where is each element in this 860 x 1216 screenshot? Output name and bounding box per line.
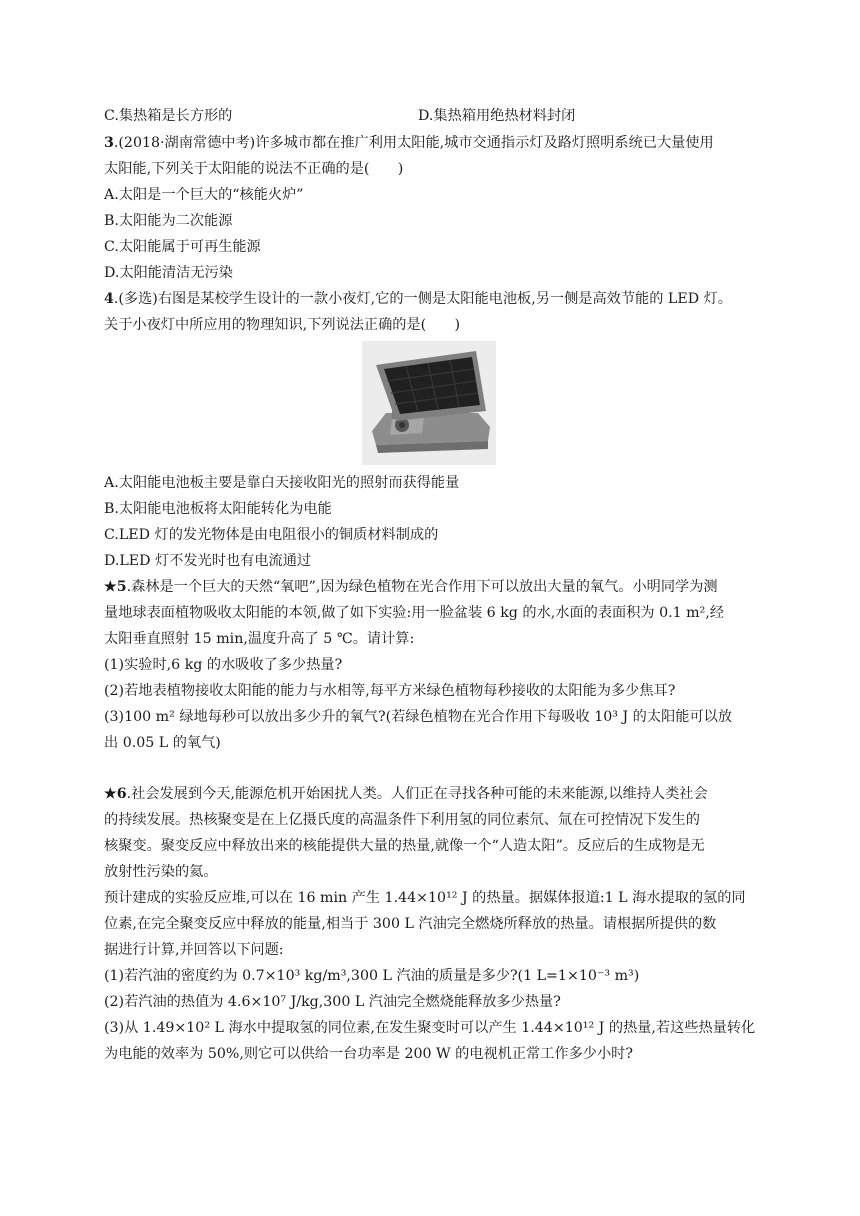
q5-sub-1: (1)实验时,6 kg 的水吸收了多少热量? [104, 657, 343, 673]
q5-number: ★5 [104, 579, 127, 595]
q6-stem-2: 的持续发展。热核聚变是在上亿摄氏度的高温条件下利用氢的同位素氘、氚在可控情况下发生的 [104, 812, 700, 828]
q5-stem-text: .森林是一个巨大的天然“氧吧”,因为绿色植物在光合作用下可以放出大量的氧气。小明同学为测 [126, 579, 718, 595]
q6-sub-2: (2)若汽油的热值为 4.6×10⁷ J/kg,300 L 汽油完全燃烧能释放多少热量? [104, 994, 561, 1010]
q6-sub-3b: 为电能的效率为 50%,则它可以供给一台功率是 200 W 的电视机正常工作多少小时? [104, 1046, 633, 1062]
q5-sub-3b: 出 0.05 L 的氧气) [104, 735, 221, 751]
q4-option-a: A.太阳能电池板主要是靠白天接收阳光的照射而获得能量 [104, 475, 460, 491]
q6-stem-text: .社会发展到今天,能源危机开始困扰人类。人们正在寻找各种可能的未来能源,以维持人类社会 [126, 786, 708, 802]
q2-option-c: C.集热箱是长方形的 [104, 108, 233, 124]
q3-stem-1 [104, 133, 714, 153]
q3-option-c: C.太阳能属于可再生能源 [104, 239, 261, 255]
q5-sub-3a: (3)100 m² 绿地每秒可以放出多少升的氧气?(若绿色植物在光合作用下每吸收 10³ J 的太阳能可以放 [104, 709, 733, 725]
q2-option-d: D.集热箱用绝热材料封闭 [418, 108, 576, 124]
q6-stem-7: 据进行计算,并回答以下问题: [104, 942, 284, 958]
q4-option-b: B.太阳能电池板将太阳能转化为电能 [104, 501, 332, 517]
q6-stem-4: 放射性污染的氦。 [104, 864, 218, 880]
q6-number: ★6 [104, 786, 127, 802]
q6-stem-5: 预计建成的实验反应堆,可以在 16 min 产生 1.44×10¹² J 的热量。据媒体报道:1 L 海水提取的氢的同 [104, 890, 746, 906]
q3-stem-text: .(2018·湖南常德中考)许多城市都在推广利用太阳能,城市交通指示灯及路灯照明系统已大量使用 [113, 135, 714, 151]
q6-sub-3a: (3)从 1.49×10² L 海水中提取氢的同位素,在发生聚变时可以产生 1.44×10¹² J 的热量,若这些热量转化 [104, 1020, 756, 1036]
q3-option-a: A.太阳是一个巨大的“核能火炉” [104, 187, 304, 203]
q3-stem-2: 太阳能,下列关于太阳能的说法不正确的是( ) [104, 161, 404, 177]
q4-option-d: D.LED 灯不发光时也有电流通过 [104, 553, 312, 569]
q6-stem-1 [104, 784, 708, 804]
q5-stem-2: 量地球表面植物吸收太阳能的本领,做了如下实验:用一脸盆装 6 kg 的水,水面的表面积为 0.1 m²,经 [104, 605, 725, 621]
q5-sub-2: (2)若地表植物接收太阳能的能力与水相等,每平方米绿色植物每秒接收的太阳能为多少焦耳? [104, 683, 676, 699]
q4-stem-text: .(多选)右图是某校学生设计的一款小夜灯,它的一侧是太阳能电池板,另一侧是高效节能的 LED 灯。 [113, 291, 732, 307]
q3-option-b: B.太阳能为二次能源 [104, 213, 233, 229]
q4-number: 4 [104, 291, 114, 307]
q4-option-c: C.LED 灯的发光物体是由电阻很小的铜质材料制成的 [104, 527, 439, 543]
q6-sub-1: (1)若汽油的密度约为 0.7×10³ kg/m³,300 L 汽油的质量是多少?(1 L=1×10⁻³ m³) [104, 968, 640, 984]
q2-options-cd [104, 106, 576, 126]
solar-night-lamp-photo [362, 341, 496, 465]
q3-number: 3 [104, 135, 114, 151]
q4-stem-1 [104, 289, 732, 309]
q4-stem-2: 关于小夜灯中所应用的物理知识,下列说法正确的是( ) [104, 317, 461, 333]
q5-stem-1 [104, 577, 718, 597]
q6-stem-3: 核聚变。聚变反应中释放出来的核能提供大量的热量,就像一个“人造太阳”。反应后的生成物是无 [104, 838, 705, 854]
q6-stem-6: 位素,在完全聚变反应中释放的能量,相当于 300 L 汽油完全燃烧所释放的热量。请根据所提供的数 [104, 916, 717, 932]
q3-option-d: D.太阳能清洁无污染 [104, 265, 233, 281]
q5-stem-3: 太阳垂直照射 15 min,温度升高了 5 ℃。请计算: [104, 631, 415, 647]
